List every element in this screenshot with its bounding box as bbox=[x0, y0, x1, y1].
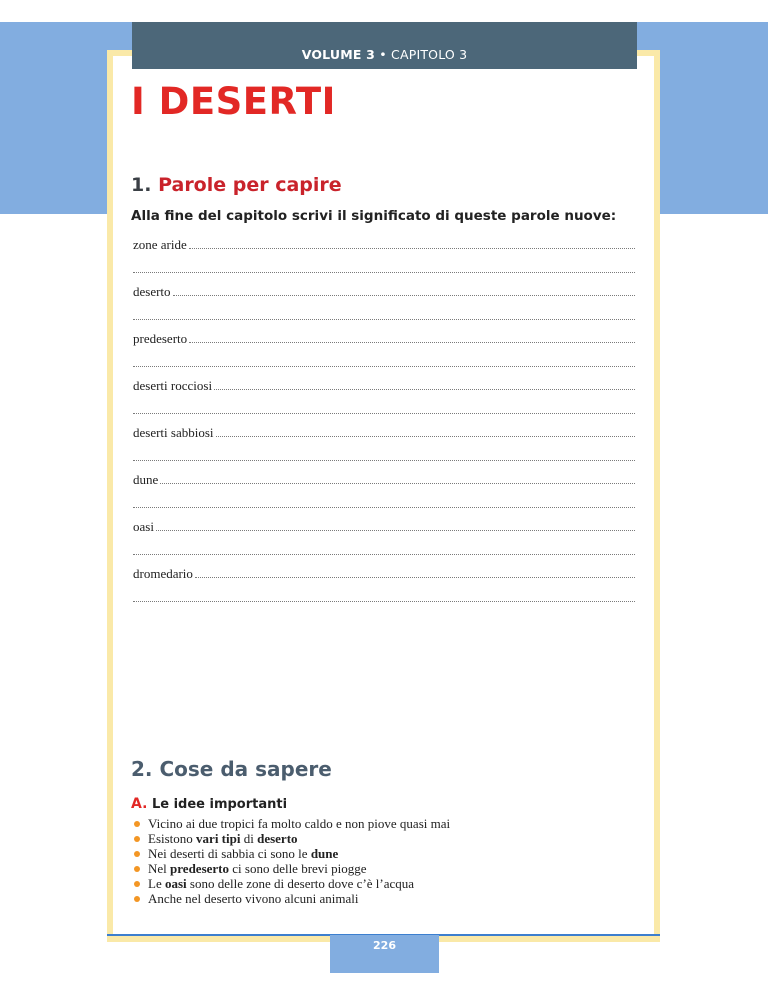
vocab-word: zone aride bbox=[133, 237, 187, 252]
subsection-letter: A. bbox=[131, 796, 148, 812]
list-text: Nei deserti di sabbia ci sono le bbox=[148, 846, 311, 861]
vocab-row bbox=[133, 283, 635, 299]
write-in-line[interactable] bbox=[133, 507, 635, 508]
write-in-line[interactable] bbox=[133, 413, 635, 414]
subsection-heading-a bbox=[131, 796, 287, 812]
write-in-line[interactable] bbox=[189, 342, 635, 343]
key-ideas-list bbox=[133, 816, 593, 906]
subsection-title: Le idee importanti bbox=[151, 797, 288, 812]
write-in-line[interactable] bbox=[133, 601, 635, 602]
write-in-line-row bbox=[133, 307, 635, 323]
list-text: di bbox=[240, 831, 258, 846]
vocab-word: deserto bbox=[133, 284, 171, 299]
write-in-line[interactable] bbox=[160, 483, 635, 484]
write-in-line[interactable] bbox=[216, 436, 635, 437]
write-in-line[interactable] bbox=[133, 319, 635, 320]
write-in-line[interactable] bbox=[133, 272, 635, 273]
bullet-icon bbox=[134, 896, 140, 902]
list-text: Le bbox=[148, 876, 165, 891]
write-in-line-row bbox=[133, 401, 635, 417]
list-item bbox=[133, 891, 593, 906]
bullet-icon bbox=[134, 881, 140, 887]
list-item bbox=[133, 861, 593, 876]
vocab-word: deserti sabbiosi bbox=[133, 425, 214, 440]
vocab-row bbox=[133, 471, 635, 487]
write-in-line[interactable] bbox=[214, 389, 635, 390]
list-item bbox=[133, 816, 593, 831]
list-item bbox=[133, 831, 593, 846]
bold-term: deserto bbox=[257, 831, 298, 846]
bullet-icon bbox=[134, 836, 140, 842]
write-in-line[interactable] bbox=[189, 248, 635, 249]
bold-term: oasi bbox=[164, 876, 187, 891]
page-number: 226 bbox=[373, 939, 396, 952]
vocab-row bbox=[133, 518, 635, 534]
bullet-icon bbox=[134, 866, 140, 872]
write-in-line-row bbox=[133, 354, 635, 370]
vocab-word: dune bbox=[133, 472, 159, 487]
running-header bbox=[132, 47, 637, 62]
write-in-line[interactable] bbox=[133, 554, 635, 555]
list-item bbox=[133, 876, 593, 891]
list-text: Nel bbox=[148, 861, 171, 876]
bullet-icon bbox=[134, 821, 140, 827]
vocab-row bbox=[133, 424, 635, 440]
write-in-line-row bbox=[133, 589, 635, 605]
list-text: Vicino ai due tropici fa molto caldo e non piove quasi mai bbox=[148, 816, 451, 831]
list-text: ci sono delle brevi piogge bbox=[229, 861, 367, 876]
write-in-line-row bbox=[133, 260, 635, 276]
section-title: Parole per capire bbox=[158, 174, 342, 196]
write-in-line[interactable] bbox=[195, 577, 635, 578]
vocab-row bbox=[133, 377, 635, 393]
vocab-row bbox=[133, 330, 635, 346]
section-heading-2: 2. Cose da sapere bbox=[131, 757, 332, 781]
write-in-line-row bbox=[133, 448, 635, 464]
list-item bbox=[133, 846, 593, 861]
list-text: Esistono bbox=[148, 831, 197, 846]
section-number: 1. bbox=[131, 174, 152, 196]
write-in-line[interactable] bbox=[173, 295, 635, 296]
vocab-row bbox=[133, 565, 635, 581]
section-heading-1 bbox=[131, 174, 342, 196]
list-text: sono delle zone di deserto dove c’è l’acqua bbox=[186, 876, 415, 891]
vocab-word: deserti rocciosi bbox=[133, 378, 213, 393]
write-in-line[interactable] bbox=[156, 530, 635, 531]
vocab-word: predeserto bbox=[133, 331, 188, 346]
write-in-line-row bbox=[133, 495, 635, 511]
bold-term: dune bbox=[310, 846, 339, 861]
bullet-icon bbox=[134, 851, 140, 857]
page-title: I DESERTI bbox=[131, 80, 336, 123]
vocab-word: oasi bbox=[133, 519, 154, 534]
bold-term: predeserto bbox=[170, 861, 229, 876]
volume-label: VOLUME 3 bbox=[301, 47, 376, 62]
write-in-line[interactable] bbox=[133, 366, 635, 367]
vocab-row bbox=[133, 236, 635, 252]
header-separator: • bbox=[379, 47, 387, 62]
write-in-line-row bbox=[133, 542, 635, 558]
bold-term: vari tipi bbox=[196, 831, 241, 846]
list-text: Anche nel deserto vivono alcuni animali bbox=[148, 891, 359, 906]
instruction-text: Alla fine del capitolo scrivi il significato di queste parole nuove: bbox=[131, 208, 617, 224]
vocab-word: dromedario bbox=[133, 566, 193, 581]
write-in-line[interactable] bbox=[133, 460, 635, 461]
chapter-label: CAPITOLO 3 bbox=[391, 47, 468, 62]
